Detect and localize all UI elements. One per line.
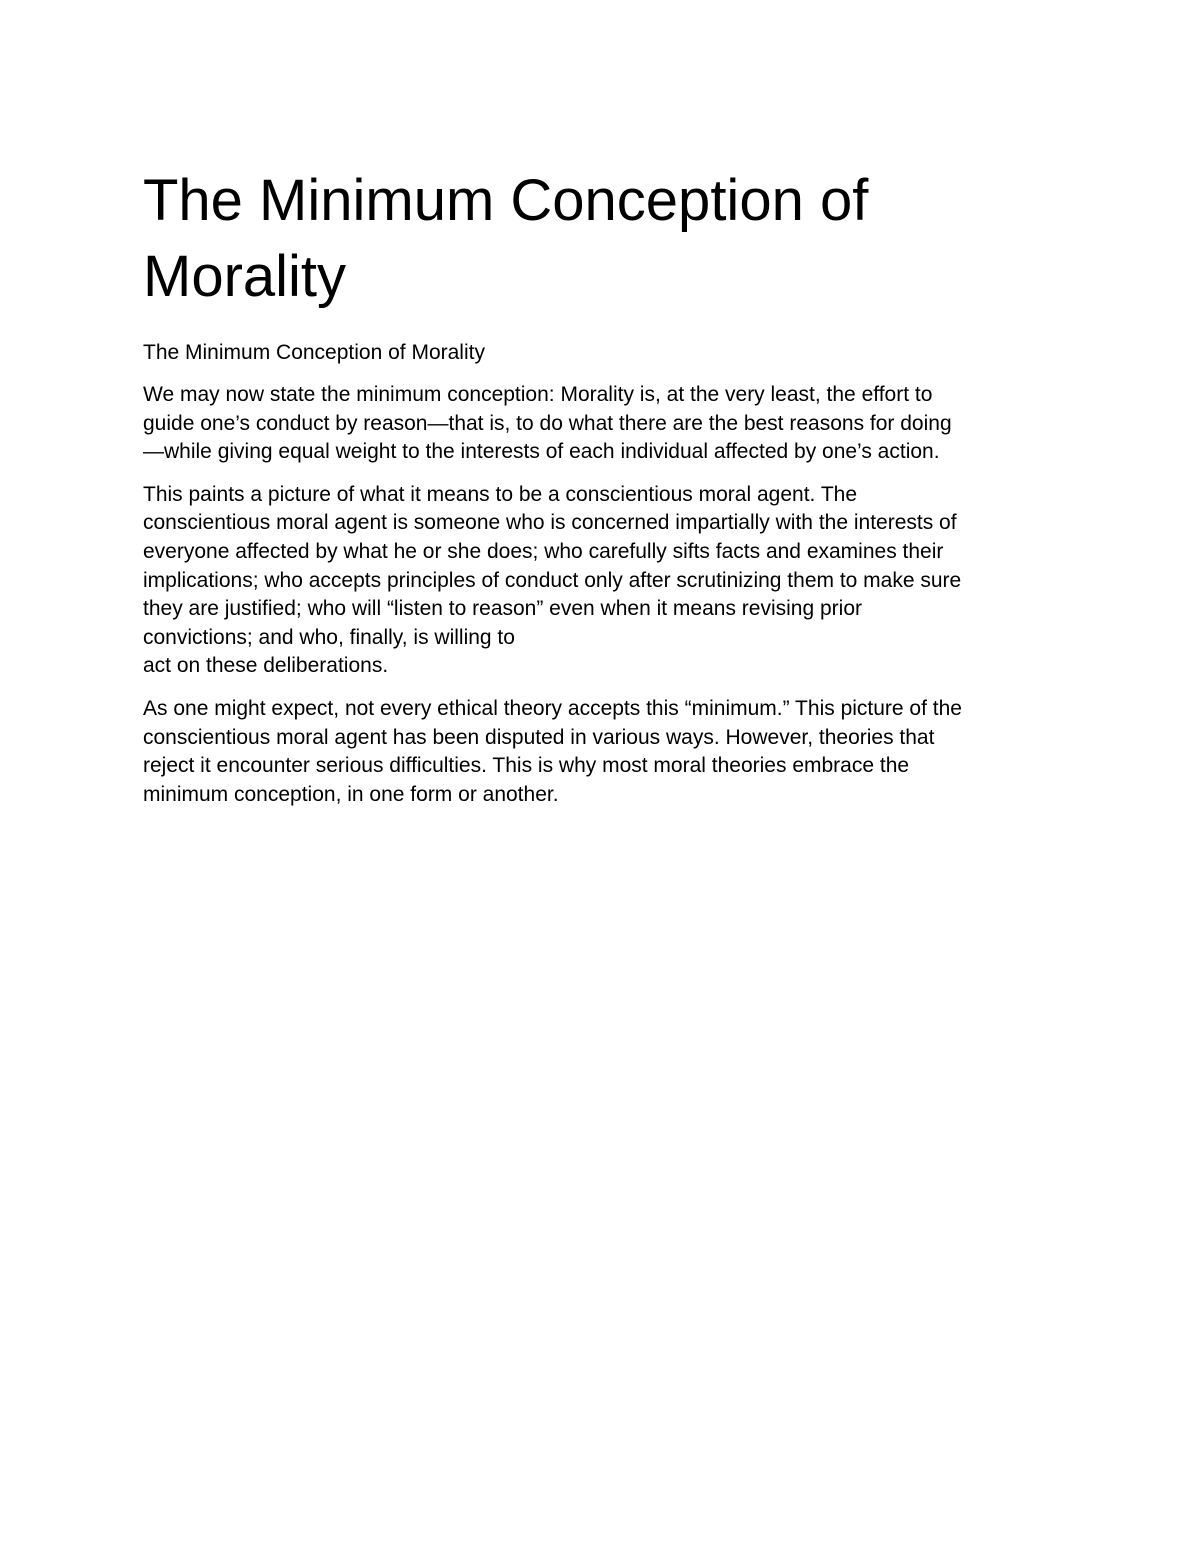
paragraph-line: conscientious moral agent is someone who is concerned impartially with the interests of [143,511,957,535]
document-subtitle: The Minimum Conception of Morality [143,341,485,364]
paragraph-line: they are justified; who will “listen to reason” even when it means revising prior [143,597,862,621]
title-line: Morality [143,244,347,309]
title-line: The Minimum Conception of [143,168,869,233]
paragraph-line: —while giving equal weight to the interests of each individual affected by one’s action. [143,440,940,464]
document-body [143,163,1063,823]
paragraph-line: guide one’s conduct by reason—that is, to do what there are the best reasons for doing [143,411,952,435]
paragraph-moral-agent [143,481,1063,681]
paragraph-line: As one might expect, not every ethical theory accepts this “minimum.” This picture of the [143,696,962,720]
paragraph-line: This paints a picture of what it means to be a conscientious moral agent. The [143,482,857,506]
paragraph-line: minimum conception, in one form or another. [143,782,559,806]
paragraph-ethical-theories [143,695,1063,809]
paragraph-line: implications; who accepts principles of conduct only after scrutinizing them to make sure [143,568,962,592]
paragraph-line: convictions; and who, finally, is willing to [143,625,515,649]
paragraph-line: We may now state the minimum conception: Morality is, at the very least, the effort to [143,383,933,406]
paragraph-line: conscientious moral agent has been disputed in various ways. However, theories that [143,725,935,749]
paragraph-line: reject it encounter serious difficulties. This is why most moral theories embrace the [143,754,910,778]
paragraph-line: everyone affected by what he or she does; who carefully sifts facts and examines their [143,539,944,563]
paragraph-line: act on these deliberations. [143,654,389,678]
document-title [143,163,1063,315]
paragraph-minimum-conception [143,381,1063,467]
